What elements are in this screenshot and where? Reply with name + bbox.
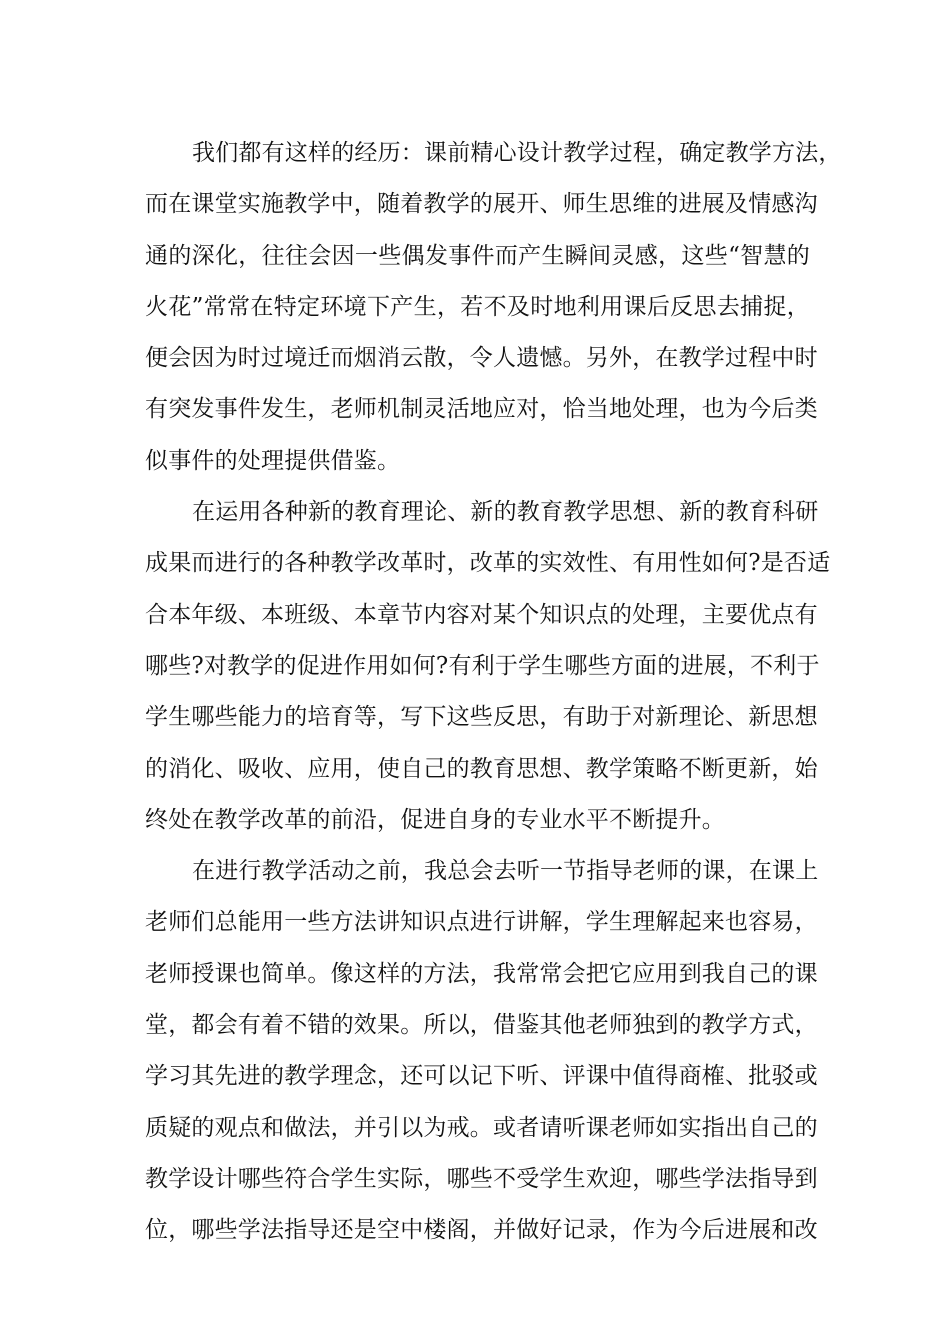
paragraph-line: 质疑的观点和做法，并引以为戒。或者请听课老师如实指出自己的 (145, 1114, 818, 1141)
paragraph-line: 老师授课也简单。像这样的方法，我常常会把它应用到我自己的课 (145, 960, 818, 987)
paragraph-2 (145, 487, 831, 846)
paragraph-line: 火花”常常在特定环境下产生，若不及时地利用课后反思去捕捉， (145, 293, 810, 320)
paragraph-line: 在进行教学活动之前，我总会去听一节指导老师的课，在课上 (192, 858, 819, 885)
paragraph-line: 通的深化，往往会因一些偶发事件而产生瞬间灵感，这些“智慧的 (145, 242, 810, 269)
paragraph-line: 而在课堂实施教学中，随着教学的展开、师生思维的进展及情感沟 (145, 191, 818, 218)
paragraph-line: 位，哪些学法指导还是空中楼阁，并做好记录，作为今后进展和改 (145, 1217, 818, 1244)
paragraph-3 (145, 846, 819, 1256)
paragraph-line: 哪些?对教学的促进作用如何?有利于学生哪些方面的进展，不利于 (145, 652, 820, 679)
document-body (145, 128, 842, 1257)
paragraph-line: 似事件的处理提供借鉴。 (145, 447, 401, 474)
paragraph-line: 有突发事件发生，老师机制灵活地应对，恰当地处理，也为今后类 (145, 396, 818, 423)
paragraph-line: 在运用各种新的教育理论、新的教育教学思想、新的教育科研 (192, 499, 819, 526)
paragraph-line: 便会因为时过境迁而烟消云散，令人遗憾。另外，在教学过程中时 (145, 345, 818, 372)
paragraph-line: 成果而进行的各种教学改革时，改革的实效性、有用性如何?是否适 (145, 550, 831, 577)
paragraph-line: 老师们总能用一些方法讲知识点进行讲解，学生理解起来也容易， (145, 909, 818, 936)
paragraph-line: 合本年级、本班级、本章节内容对某个知识点的处理，主要优点有 (145, 601, 818, 628)
paragraph-line: 终处在教学改革的前沿，促进自身的专业水平不断提升。 (145, 806, 725, 833)
paragraph-line: 我们都有这样的经历：课前精心设计教学过程，确定教学方法， (192, 140, 842, 166)
paragraph-line: 教学设计哪些符合学生实际，哪些不受学生欢迎，哪些学法指导到 (145, 1165, 818, 1192)
paragraph-1 (145, 128, 842, 487)
paragraph-line: 学生哪些能力的培育等，写下这些反思，有助于对新理论、新思想 (145, 704, 818, 731)
paragraph-line: 的消化、吸收、应用，使自己的教育思想、教学策略不断更新，始 (145, 755, 818, 782)
paragraph-line: 堂，都会有着不错的效果。所以，借鉴其他老师独到的教学方式， (145, 1012, 818, 1039)
paragraph-line: 学习其先进的教学理念，还可以记下听、评课中值得商榷、批驳或 (145, 1063, 818, 1090)
